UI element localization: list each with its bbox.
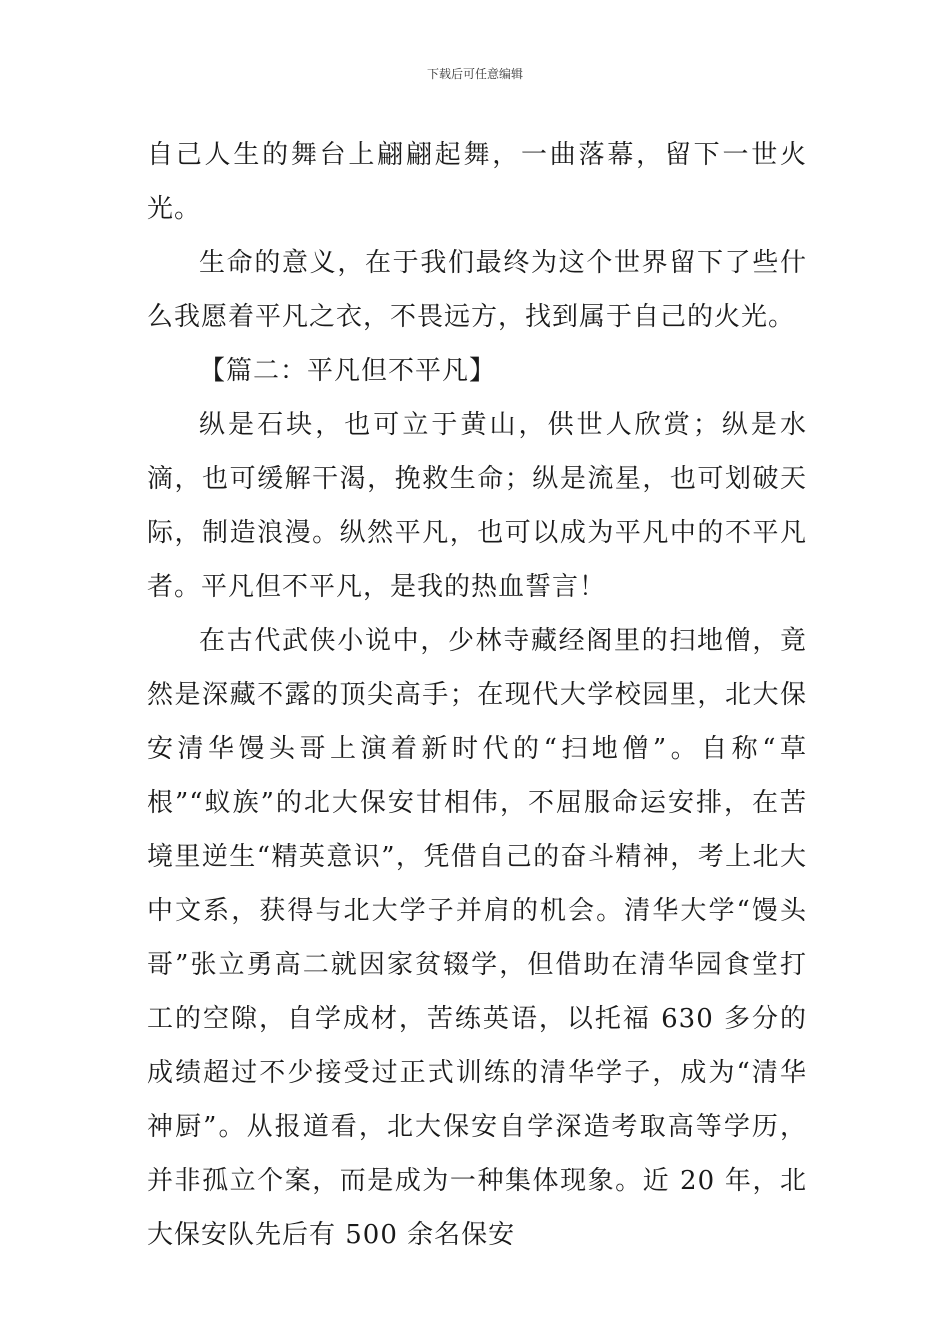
paragraph-1: 自己人生的舞台上翩翩起舞，一曲落幕，留下一世火光。 [147,140,807,224]
section-heading: 【篇二：平凡但不平凡】 [199,356,497,386]
paragraph-3: 纵是石块，也可立于黄山，供世人欣赏；纵是水滴，也可缓解干渴，挽救生命；纵是流星，也可划破天际，制造浪漫。纵然平凡，也可以成为平凡中的不平凡者。平凡但不平凡，是我的热血誓言！ [147,410,807,602]
document-body [147,128,807,1262]
page-header: 下载后可任意编辑 [426,67,523,81]
paragraph-2: 生命的意义，在于我们最终为这个世界留下了些什么我愿着平凡之衣，不畏远方，找到属于自己的火光。 [147,248,807,332]
paragraph-4: 在古代武侠小说中，少林寺藏经阁里的扫地僧，竟然是深藏不露的顶尖高手；在现代大学校园里，北大保安清华馒头哥上演着新时代的“扫地僧”。自称“草根”“蚁族”的北大保安甘相伟，不屈服命运安排，在苦境里逆生“精英意识”，凭借自己的奋斗精神，考上北大中文系，获得与北大学子并肩的机会。清华大学“馒头哥”张立勇高二就因家贫辍学，但借助在清华园食堂打工的空隙，自学成材，苦练英语，以托福 630 多分的成绩超过不少接受过正式训练的清华学子，成为“清华神厨”。从报道看，北大保安自学深造考取高等学历，并非孤立个案，而是成为一种集体现象。近 20 年，北大保安队先后有 500 余名保安 [147,626,807,1250]
